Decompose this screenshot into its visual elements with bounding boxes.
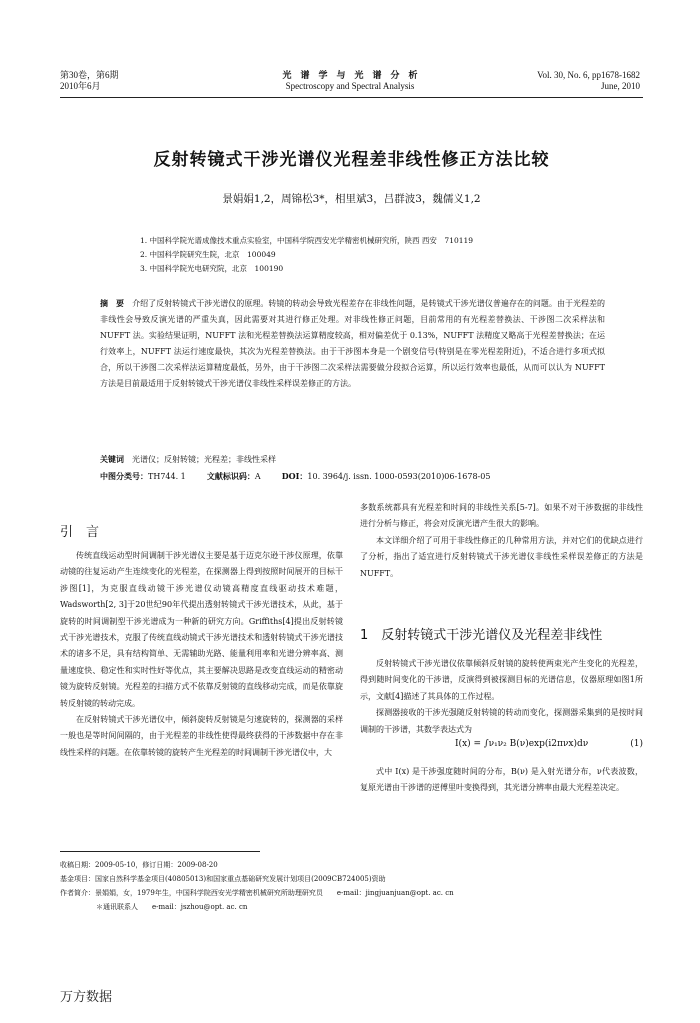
journal-volume-info (60, 70, 210, 92)
paper-title: 反射转镜式干涉光谱仪光程差非线性修正方法比较 (153, 150, 550, 170)
right-column-bottom (360, 764, 643, 797)
section-heading-introduction: 引 言 (60, 525, 100, 540)
clc-number: TH744. 1 (148, 472, 186, 481)
publication-date-cn: 2010年6月 (60, 81, 101, 91)
abstract-label: 摘 要 (100, 298, 125, 308)
footnote-funding: 基金项目：国家自然科学基金项目(40805013)和国家重点基础研究发展计划项目(2009CB724005)资助 (60, 875, 386, 883)
keywords-block (100, 451, 605, 485)
keywords-label: 关键词 (100, 454, 124, 464)
header-rule (60, 97, 643, 98)
journal-name (225, 70, 475, 92)
right-column-top (360, 500, 643, 582)
equation-number: (1) (630, 739, 643, 749)
doc-code: A (254, 472, 261, 481)
paragraph: 在反射转镜式干涉光谱仪中，倾斜旋转反射镜是匀速旋转的，探测器的采样一般也是等时间间隔的，由于光程差的非线性使得最终获得的干涉数据中存在非线性采样的问题。在依靠转镜的旋转产生光程差的时间调制干涉光谱仪中，大 (60, 715, 343, 757)
paragraph: 反射转镜式干涉光谱仪依靠倾斜反射镜的旋转使两束光产生变化的光程差，得到随时间变化的干涉谱，反演得到被探测目标的光谱信息，仪器原理如图1所示，文献[4]描述了其具体的工作过程。 (360, 659, 643, 701)
abstract-text: 介绍了反射转镜式干涉光谱仪的原理。转镜的转动会导致光程差存在非线性问题，是转镜式干涉光谱仪普遍存在的问题。由于光程差的非线性会导致反演光谱的严重失真，因此需要对其进行修正处理。对非线性修正问题，目前常用的有光程差替换法、干涉图二次采样法和 NUFFT 法。实验结果证明，NUFFT 法和光程差替换法运算精度较高，相对偏差优于 0.13%，NUFFT 法精度又略高于光程差替换法；在运行效率上，NUFFT 法运行速度最快，其次为光程差替换法。由于干涉图本身是一个剧变信号(特别是在零光程差附近)，不适合进行多项式拟合，所以干涉图二次采样法运算精度最低，另外，由于干涉图二次采样法需要做分段拟合运算，所以运行效率也最低，从而可以认为 NUFFT 方法是目前最适用于反射转镜式干涉光谱仪非线性采样误差修正的方法。 (100, 299, 606, 388)
affiliation: 2. 中国科学院研究生院，北京 100049 (140, 250, 276, 259)
paragraph: 传统直线运动型时间调制干涉光谱仪主要是基于迈克尔逊干涉仪原理，依靠动镜的往复运动产生连续变化的光程差，在探测器上得到按照时间展开的目标干涉图[1]，为克服直线动镜干涉光谱仪动镜高精度直线驱动技术难题，Wadsworth[2, 3]于20世纪90年代提出透射转镜式干涉光谱技术，从此，基于旋转的时间调制型干涉光谱成为一种新的研究方向。Griffiths[4]提出反射转镜式干涉光谱技术，克服了传统直线动镜式干涉光谱技术和透射转镜式干涉光谱技术的诸多不足，具有结构简单、无需辅助光路、能量利用率和光谱分辨率高、测量速度快、稳定性和实时性好等优点，其主要解决思路是改变直线运动的精密动镜为旋转反射镜。光程差的扫描方式不依靠反射镜的直线移动完成，而是依靠旋转反射镜的转动完成。 (60, 551, 343, 708)
paragraph: 本文详细介绍了可用于非线性修正的几种常用方法，并对它们的优缺点进行了分析，指出了适宜进行反射转镜式干涉光谱仪非线性采样误差修正的方法是 NUFFT。 (360, 535, 643, 578)
affiliations (140, 234, 620, 276)
doc-code-label: 文献标识码： (206, 471, 255, 481)
equation-1 (360, 737, 643, 759)
footnotes (60, 858, 643, 914)
affiliation: 1. 中国科学院光谱成像技术重点实验室，中国科学院西安光学精密机械研究所，陕西 西安 710119 (140, 236, 474, 245)
volume-pages: Vol. 30, No. 6, pp1678-1682 (537, 70, 640, 80)
volume-issue: 第30卷，第6期 (60, 70, 119, 80)
journal-name-cn: 光 谱 学 与 光 谱 分 析 (282, 70, 418, 80)
paragraph: 式中 I(x) 是干涉强度随时间的分布，B(ν) 是入射光谱分布，ν代表波数，复原光谱由干涉谱的逆傅里叶变换得到，其光谱分辨率由最大光程差决定。 (360, 767, 643, 793)
paragraph: 探测器接收的干涉光强随反射转镜的转动而变化，探测器采集到的是按时间调制的干涉谱，其数学表达式为 (360, 708, 643, 734)
author-list: 景娟娟1,2，周锦松3*，相里斌3，吕群波3，魏儒义1,2 (222, 193, 481, 205)
equation-body: I(x) = ∫ν₁ν₂ B(ν)exp(i2πνx)dν (455, 739, 589, 749)
clc-label: 中图分类号： (100, 471, 148, 481)
keywords-text: 光谱仪；反射转镜；光程差；非线性采样 (132, 455, 276, 464)
footnote-rule (60, 851, 260, 852)
watermark: 万方数据 (60, 990, 113, 1005)
journal-name-en: Spectroscopy and Spectral Analysis (285, 81, 415, 91)
affiliation: 3. 中国科学院光电研究院，北京 100190 (140, 264, 284, 273)
right-column-mid (360, 656, 643, 738)
left-column-body (60, 548, 343, 761)
publication-date-en: June, 2010 (601, 81, 640, 91)
journal-pages-info (460, 70, 640, 92)
footnote-corresponding: ＊通讯联系人 e-mail：jszhou@opt. ac. cn (96, 903, 248, 911)
footnote-received: 收稿日期：2009-05-10，修订日期：2009-08-20 (60, 861, 218, 869)
abstract (100, 295, 605, 392)
doi: 10. 3964/j. issn. 1000-0593(2010)06-1678-05 (307, 472, 491, 481)
doi-label: DOI： (281, 471, 308, 481)
paragraph: 多数系统都具有光程差和时间的非线性关系[5-7]。如果不对干涉数据的非线性进行分析与修正，将会对反演光谱产生很大的影响。 (360, 503, 643, 529)
section-heading-1: 1 反射转镜式干涉光谱仪及光程差非线性 (360, 628, 603, 643)
footnote-author: 作者简介：景娟娟，女，1979年生，中国科学院西安光学精密机械研究所助理研究员 e-mail：jingjuanjuan@opt. ac. cn (60, 889, 454, 897)
